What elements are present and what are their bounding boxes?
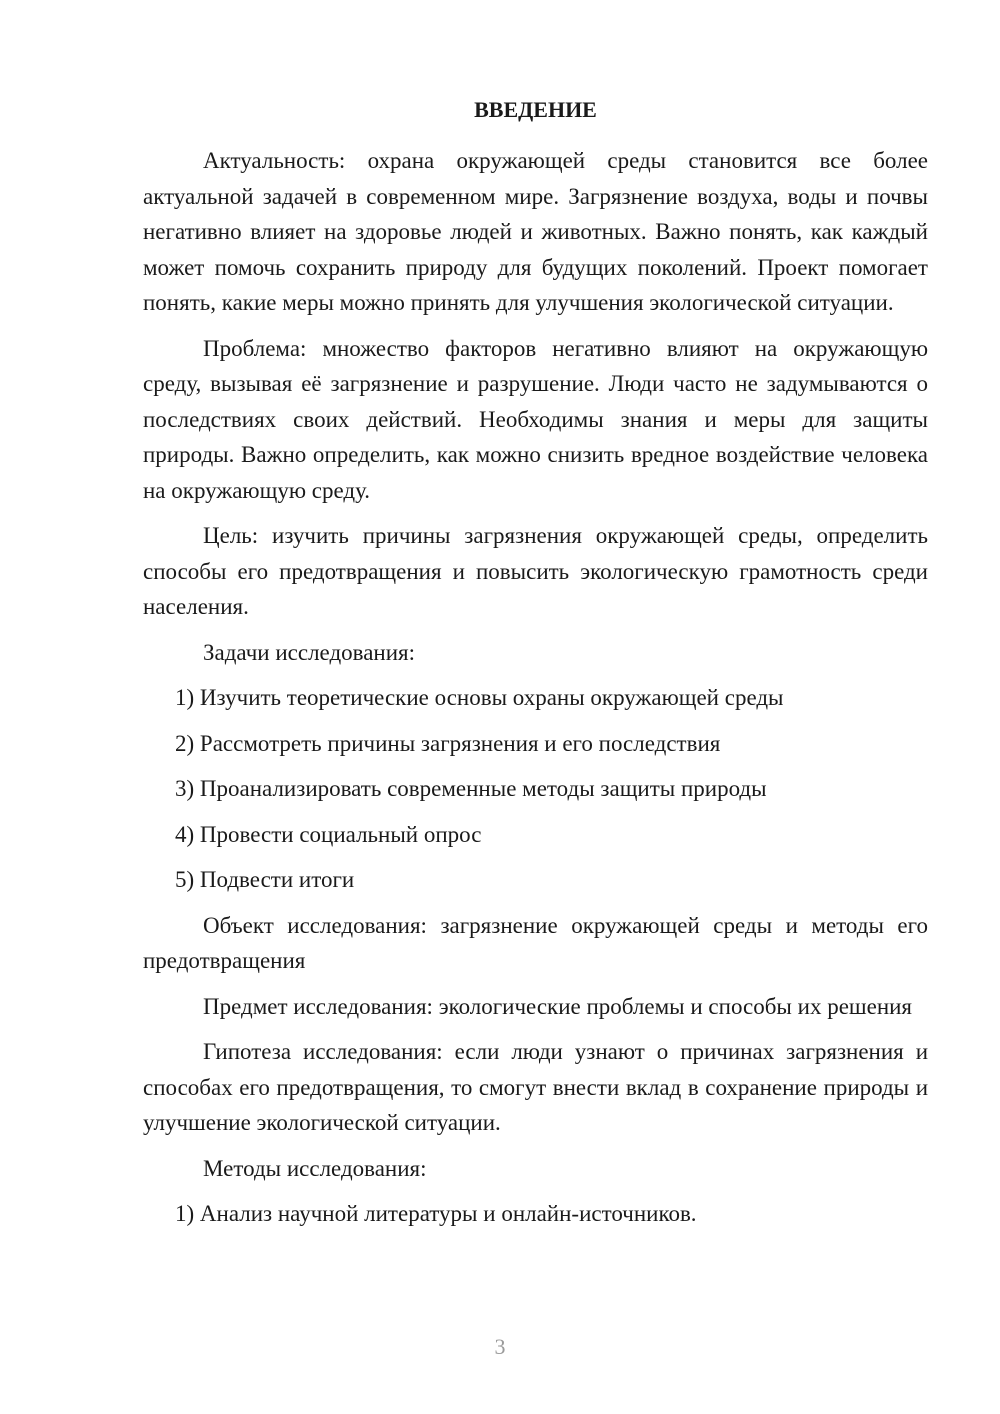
goal-paragraph: Цель: изучить причины загрязнения окружающей среды, определить способы его предотвращения и повысить экологическую грамотность среди населения. [143,523,928,619]
section-heading: ВВЕДЕНИЕ [474,97,597,122]
hypothesis-paragraph: Гипотеза исследования: если люди узнают о причинах загрязнения и способах его предотвращения, то смогут внести вклад в сохранение природы и улучшение экологической ситуации. [143,1039,928,1135]
page-number: 3 [494,1334,506,1359]
document-page [143,95,928,1242]
problem-paragraph: Проблема: множество факторов негативно влияют на окружающую среду, вызывая её загрязнение и разрушение. Люди часто не задумываются о последствиях своих действий. Необходимы знания и меры для защиты природы. Важно определить, как можно снизить вредное воздействие человека на окружающую среду. [143,335,928,503]
list-item: 1) Изучить теоретические основы охраны окружающей среды [175,685,784,710]
subject-paragraph: Предмет исследования: экологические проблемы и способы их решения [203,993,913,1019]
list-item: 1) Анализ научной литературы и онлайн-источников. [175,1201,697,1226]
list-item: 3) Проанализировать современные методы защиты природы [175,776,767,801]
tasks-label: Задачи исследования: [203,639,416,665]
methods-list [143,1196,928,1232]
object-paragraph: Объект исследования: загрязнение окружающей среды и методы его предотвращения [143,912,928,973]
list-item: 5) Подвести итоги [175,867,355,892]
methods-label: Методы исследования: [203,1155,427,1181]
list-item: 4) Провести социальный опрос [175,821,482,847]
relevance-paragraph: Актуальность: охрана окружающей среды становится все более актуальной задачей в современном мире. Загрязнение воздуха, воды и почвы негативно влияет на здоровье людей и животных. Важно понять, как каждый может помочь сохранить природу для будущих поколений. Проект помогает понять, какие меры можно принять для улучшения экологической ситуации. [143,148,928,315]
list-item: 2) Рассмотреть причины загрязнения и его последствия [175,730,721,756]
tasks-list [143,680,928,898]
